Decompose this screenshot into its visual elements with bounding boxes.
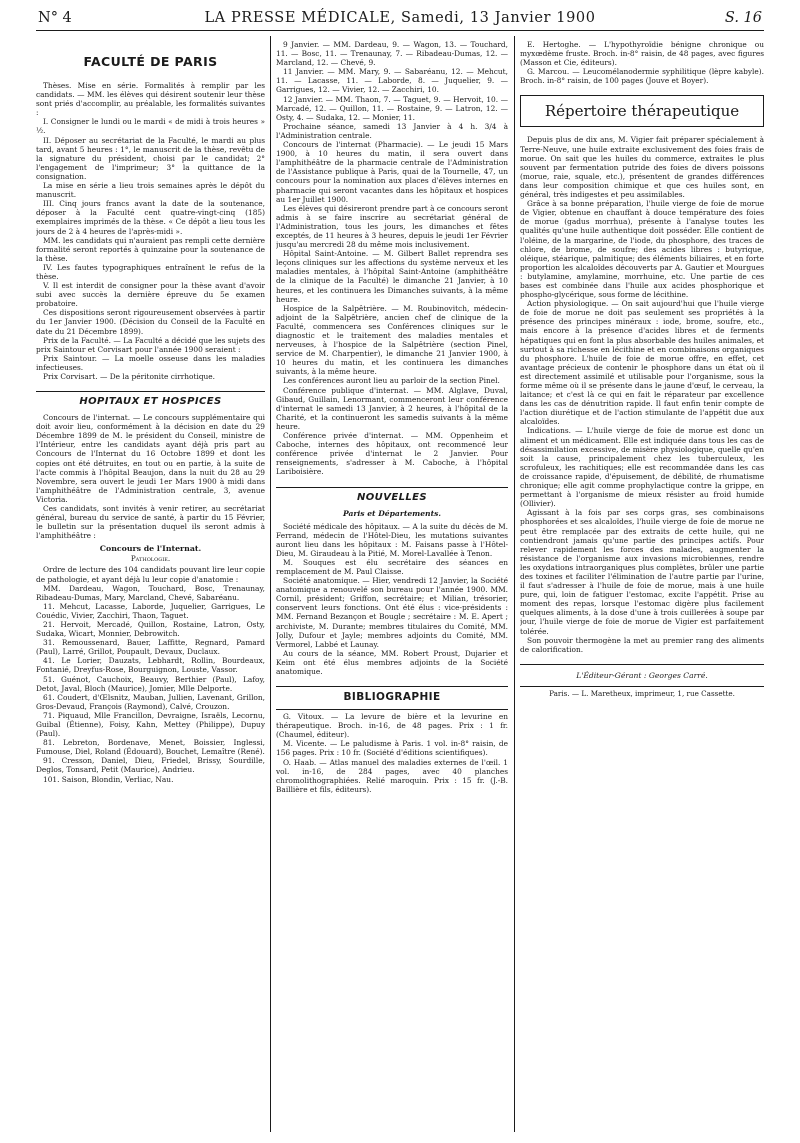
paragraph: 9 Janvier. — MM. Dardeau, 9. — Wagon, 13. — Touchard, 11. — Bosc, 11. — Trenaunay, 7. — Ribadeau-Dumas, 12. — Marcland, 12. — Chevé, 9.: [276, 40, 508, 68]
column-1: [36, 40, 265, 1132]
paragraph: Hospice de la Salpêtrière. — M. Roubinovitch, médecin-adjoint de la Salpêtrière, ancien chef de clinique de la Faculté, commencera ses Conférences cliniques sur le diagnostic et le traitement des maladies mentales et nerveuses, à l'hospice de la Salpêtrière (section Pinel, service de M. Charpentier), le dimanche 21 Janvier 1900, à 10 heures du matin, et les continuera les dimanches suivants, à la même heure.: [276, 303, 508, 377]
section-divider: [276, 686, 508, 687]
section-divider: [520, 686, 764, 687]
paragraph: Concours de l'internat (Pharmacie). — Le jeudi 15 Mars 1900, à 10 heures du matin, il sera ouvert dans l'amphithéâtre de la pharmacie centrale de l'Administration de l'Assistance publique à Paris, quai de la Tournelle, 47, un concours pour la nomination aux places d'élèves internes en pharmacie qui seront vacantes dans les hôpitaux et hospices au 1er Juillet 1900.: [276, 140, 508, 204]
paragraph: Prochaine séance, samedi 13 Janvier à 4 h. 3/4 à l'Administration centrale.: [276, 121, 508, 140]
paragraph: Les conférences auront lieu au parloir de la section Pinel.: [283, 376, 500, 386]
paragraph: Ordre de lecture des 104 candidats pouvant lire leur copie de pathologie, et ayant déjà lu leur copie d'anatomie :: [36, 565, 265, 584]
paragraph: III. Cinq jours francs avant la date de la soutenance, déposer à la Faculté cent quatre-vingt-cinq (185) exemplaires imprimés de la thèse. « Ce dépôt a lieu tous les jours de 2 à 4 heures de l'après-midi ».: [36, 199, 265, 236]
list-item: 31. Remoussenard, Bauer, Laffitte, Regnard, Pamard (Paul), Larré, Grillot, Poupault, Devaux, Duclaux.: [36, 638, 265, 657]
paragraph: Son pouvoir thermogène la met au premier rang des aliments de calorification.: [520, 635, 764, 654]
bibliography-entry: M. Vicente. — Le paludisme à Paris. 1 vol. in-8° raisin, de 156 pages. Prix : 10 fr. (Société d'éditions scientifiques).: [276, 739, 508, 758]
list-item: 51. Guénot, Cauchoix, Beauvy, Berthier (Paul), Lafoy, Detot, Javal, Bloch (Maurice), Jomier, Mlle Delporte.: [36, 674, 265, 693]
section-subtitle: Paris et Départements.: [342, 508, 441, 518]
list-item: 61. Coudert, d'Œlsnitz, Mauban, Jullien, Lavenant, Grillon, Gros-Devaud, François (Raymond), Calvé, Crouzon.: [36, 692, 265, 711]
bibliography-entry: G. Marcou. — Leucomélanodermie syphilitique (lèpre kabyle). Broch. in-8° raisin, de 100 pages (Jouve et Boyer).: [520, 67, 764, 86]
paragraph: Indications. — L'huile vierge de foie de morue est donc un aliment et un médicament. Elle est indiquée dans tous les cas de désassimilation excessive, de misère physiologique, quelle qu'en soit la cause, principalement chez les tuberculeux, les scrofuleux, les rachitiques; elle est recommandée dans les cas de croissance rapide, d'épuisement, de débilité, de rhumatisme chronique; elle agit comme prophylactique contre la grippe, en permettant à l'organisme de mieux résister au froid humide (Ollivier).: [520, 426, 764, 509]
section-title-repertoire: Répertoire thérapeutique: [520, 95, 764, 127]
editor-signature: L'Éditeur-Gérant : Georges Carré.: [576, 670, 708, 680]
paragraph: II. Déposer au secrétariat de la Faculté, le mardi au plus tard, avant 5 heures : 1°, le manuscrit de la thèse, revêtu de la signature du président, choisi par le candidat; 2° l'engagement de l'imprimeur; 3° la quittance de la consignation.: [36, 135, 265, 181]
paragraph: Concours de l'internat. — Le concours supplémentaire qui doit avoir lieu, conformément à la décision en date du 29 Décembre 1899 de M. le président du Conseil, ministre de l'Intérieur, entre les candidats ayant déjà pris part au Concours de l'Internat du 16 Octobre 1899 et dont les copies ont été détruites, en tout ou en partie, à la suite de l'acte commis à l'hôpital Beaujon, dans la nuit du 28 au 29 Novembre, sera ouvert le jeudi 1er Mars 1900 à midi dans l'amphithéâtre de l'Administration centrale, 3, avenue Victoria.: [36, 413, 265, 504]
printer-imprint: Paris. — L. Maretheux, imprimeur, 1, rue Cassette.: [549, 688, 735, 698]
paragraph: Société médicale des hôpitaux. — A la suite du décès de M. Ferrand, médecin de l'Hôtel-Dieu, les mutations suivantes auront lieu dans les hôpitaux : M. Faisans passe à l'Hôtel-Dieu, M. Giraudeau à la Pitié, M. Morel-Lavallée à Tenon.: [276, 521, 508, 558]
bibliography-entry: G. Vitoux. — La levure de bière et la levurine en thérapeutique. Broch. in-16, de 48 pages. Prix : 1 fr. (Chaumel, éditeur).: [276, 712, 508, 740]
paragraph: 11 Janvier. — MM. Mary, 9. — Sabaréanu, 12. — Mehcut, 11. — Lacasse, 11. — Laborde, 8. — Juquelier, 9. — Garrigues, 12. — Vivier, 12. — Zacchiri, 10.: [276, 67, 508, 95]
section-title-bibliographie: BIBLIOGRAPHIE: [343, 691, 441, 704]
list-item: 71. Piquaud, Mlle Francillon, Devraigne, Israëls, Lecornu, Guibal (Étienne), Foisy, Kahn, Mettey (Philippe), Dupuy (Paul).: [36, 710, 265, 739]
list-item: 81. Lebreton, Bordenave, Menet, Boissier, Inglessi, Fumouse, Diel, Roland (Édouard), Bouchet, Lemaître (René).: [36, 738, 265, 757]
paragraph: Ces dispositions seront rigoureusement observées à partir du 1er Janvier 1900. (Décision du Conseil de la Faculté en date du 21 Décembre 1899).: [36, 308, 265, 336]
page-header: [36, 8, 764, 31]
list-item: 11. Mehcut, Lacasse, Laborde, Juquelier, Garrigues, Le Couédic, Vivier, Zacchiri, Thaon, Taguet.: [36, 601, 265, 620]
section-divider: [276, 709, 508, 710]
paragraph: M. Souques est élu secrétaire des séances en remplacement de M. Paul Claisse.: [276, 557, 508, 576]
paragraph: Grâce à sa bonne préparation, l'huile vierge de foie de morue de Vigier, obtenue en chauffant à douce température des foies de morue (gadus morrhua), présente à l'analyse toutes les qualités qu'une huile authentique doit posséder. Elle contient de l'oléine, de la margarine, de l'iode, du phosphore, des traces de chlore, de brome, de soufre; des acides libres : butyrique, oléique, stéarique, palmitique; des éléments biliaires, et en forte proportion les alcaloïdes découverts par A. Gautier et Mourgues : butylamine, amylamine, morrhuine, etc. Une partie de ces bases est combinée dans l'huile aux acides phosphorique et phospho-glycérique, sous forme de lécithine.: [520, 199, 764, 300]
section-title-hopitaux: HOPITAUX ET HOSPICES: [79, 396, 222, 408]
column-2: [276, 40, 508, 1132]
list-item: 21. Hervoit, Mercadé, Quillon, Rostaine, Latron, Osty, Sudaka, Wicart, Monnier, Debrowitch.: [36, 619, 265, 639]
paragraph: Ces candidats, sont invités à venir retirer, au secrétariat général, bureau du service de santé, à partir du 15 Février, le bulletin sur la présentation duquel ils seront admis à l'amphithéâtre :: [36, 504, 265, 541]
paragraph: Thèses. Mise en série. Formalités à remplir par les candidats. — MM. les élèves qui désirent soutenir leur thèse sont priés d'accomplir, au préalable, les formalités suivantes :: [36, 81, 265, 118]
paragraph: MM. les candidats qui n'auraient pas rempli cette dernière formalité seront reportés à quinzaine pour la soutenance de la thèse.: [36, 235, 265, 263]
column-rule-2: [514, 36, 515, 1132]
concours-title: Concours de l'Internat.: [99, 544, 202, 554]
paragraph: Les élèves qui désireront prendre part à ce concours seront admis à se faire inscrire au secrétariat général de l'Administration, tous les jours, les dimanches et fêtes exceptés, de 11 heures à 3 heures, depuis le jeudi 1er Février jusqu'au mercredi 28 du même mois inclusivement.: [276, 203, 508, 250]
bibliography-entry: E. Hertoghe. — L'hypothyroïdie bénigne chronique ou myxœdème fruste. Broch. in-8° raisin, de 48 pages, avec figures (Masson et Cie, éditeurs).: [520, 40, 764, 68]
paragraph: Agissant à la fois par ses corps gras, ses combinaisons phosphorées et ses alcaloïdes, l'huile vierge de foie de morue ne peut être remplacée par des extraits de cette huile, qui ne contiendront jamais qu'une partie des principes actifs. Pour relever rapidement les forces des malades, augmenter la résistance de l'organisme aux invasions microbiennes, rendre les oxydations intraorganiques plus complètes, brûler une partie des toxines et faciliter l'élimination de l'autre partie par l'urine, il faut s'adresser à l'huile de foie de morue, mais à une huile pure, qui, loin de fatiguer l'estomac, excite l'appétit. Prise au moment des repas, lorsque l'estomac digère plus facilement quelques aliments, à la dose d'une à trois cuillerées à soupe par jour, l'huile vierge de foie de morue de Vigier est parfaitement tolérée.: [520, 508, 764, 636]
issue-number: N° 4: [38, 10, 72, 26]
paragraph: Conférence publique d'internat. — MM. Alglave, Duval, Gibaud, Guillain, Lenormant, commenceront leur conférence d'internat le samedi 13 Janvier, à 2 heures, à l'hôpital de la Charité, et la continueront les samedis suivants à la même heure.: [276, 385, 508, 431]
paragraph: Action physiologique. — On sait aujourd'hui que l'huile vierge de foie de morue ne doit pas seulement ses propriétés à la présence des principes minéraux : iode, brome, soufre, etc., mais encore à la présence d'acides libres et de ferments hépatiques qui en font la plus absorbable des huiles animales, et surtout à sa richesse en lécithine et en combinaisons organiques du phosphore. L'huile de foie de morue offre, en effet, cet avantage précieux de contenir le phosphore dans un état où il est directement assimilé et utilisable pour l'organisme, sous la forme même où il se présente dans le jaune d'œuf, le cerveau, la laitance; et c'est là ce qui en fait le réparateur par excellence dans les cas de dénutrition rapide. Il faut enfin tenir compte de l'action diurétique et de l'action stimulante de l'appétit due aux alcaloïdes.: [520, 299, 764, 427]
paragraph: IV. Les fautes typographiques entraînent le refus de la thèse.: [36, 262, 265, 281]
list-item: 91. Cresson, Daniel, Dieu, Friedel, Brissy, Sourdille, Deglos, Tonsard, Petit (Maurice), Andrieu.: [36, 756, 265, 775]
section-title-nouvelles: NOUVELLES: [357, 491, 427, 503]
paragraph: I. Consigner le lundi ou le mardi « de midi à trois heures » ½.: [36, 117, 265, 136]
section-divider: [36, 391, 265, 392]
paragraph: Société anatomique. — Hier, vendredi 12 Janvier, la Société anatomique a renouvelé son bureau pour l'année 1900. MM. Cornil, président; Griffon, secrétaire; et Milian, trésorier, conservent leurs fonctions. Ont été élus : vice-présidents : MM. Fernand Bezançon et Bougle ; secrétaire : M. E. Apert ; archiviste, M. Durante; membres titulaires du Comité, MM. Jolly, Dufour et Jayle; membres adjoints du Comité, MM. Vermorel, Labbé et Launay.: [276, 576, 508, 649]
column-rule-1: [270, 36, 271, 1132]
paragraph: La mise en série a lieu trois semaines après le dépôt du manuscrit.: [36, 181, 265, 200]
section-divider: [520, 664, 764, 665]
paragraph: Conférence privée d'internat. — MM. Oppenheim et Caboche, internes des hôpitaux, ont recommencé leur conférence privée d'internat le 2 Janvier. Pour renseignements, s'adresser à M. Caboche, à l'hôpital Lariboisière.: [276, 431, 508, 477]
sheet-number: S. 16: [724, 10, 762, 26]
list-item: 101. Saison, Blondin, Verliac, Nau.: [43, 774, 174, 784]
concours-subtitle: Pathologie.: [130, 554, 171, 564]
journal-title: LA PRESSE MÉDICALE, Samedi, 13 Janvier 1900: [204, 10, 596, 26]
list-item: MM. Dardeau, Wagon, Touchard, Bosc, Trenaunay, Ribadeau-Dumas, Mary, Marcland, Chevé, Sabaréanu.: [36, 583, 265, 602]
list-item: 41. Le Lorier, Dauzats, Lebhardt, Rollin, Bourdeaux, Fontanié, Dreyfus-Rose, Bourguignon, Louste, Vassor.: [36, 656, 265, 675]
paragraph: Depuis plus de dix ans, M. Vigier fait préparer spécialement à Terre-Neuve, une huile extraite exclusivement des foies frais de morue. On sait que les huiles du commerce, extraites le plus souvent par fermentation putride des foies de divers poissons (morue, raie, squale, etc.), présentent de grandes différences dans leur composition chimique et que ces huiles sont, en général, très indigestes et peu assimilables.: [520, 135, 764, 200]
paragraph: Prix de la Faculté. — La Faculté a décidé que les sujets des prix Saintour et Corvisart pour l'année 1900 seraient :: [36, 335, 265, 354]
section-divider: [276, 487, 508, 488]
section-title-faculte: FACULTÉ DE PARIS: [83, 54, 218, 69]
paragraph: V. Il est interdit de consigner pour la thèse avant d'avoir subi avec succès la dernière épreuve du 5e examen probatoire.: [36, 281, 265, 309]
paragraph: 12 Janvier. — MM. Thaon, 7. — Taguet, 9. — Hervoit, 10. — Marcadé, 12. — Quillon, 11. — Rostaine, 9. — Latron, 12. — Osty, 4. — Sudaka, 12. — Monier, 11.: [276, 94, 508, 122]
paragraph: Hôpital Saint-Antoine. — M. Gilbert Ballet reprendra ses leçons cliniques sur les affections du système nerveux et les maladies mentales, à l'hôpital Saint-Antoine (amphithéâtre de la clinique de la Faculté) le dimanche 21 Janvier, à 10 heures, et les continuera les Dimanches suivants, à la même heure.: [276, 249, 508, 304]
paragraph: Prix Saintour. — La moelle osseuse dans les maladies infectieuses.: [36, 353, 265, 372]
paragraph: Au cours de la séance, MM. Robert Proust, Dujarier et Keim ont été élus membres adjoints de la Société anatomique.: [276, 648, 508, 676]
paragraph: Prix Corvisart. — De la péritonite cirrhotique.: [43, 372, 216, 381]
column-3: [520, 40, 764, 1132]
bibliography-entry: O. Haab. — Atlas manuel des maladies externes de l'œil. 1 vol. in-16, de 284 pages, avec 40 planches chromolithographiées. Relié maroquin. Prix : 15 fr. (J.-B. Baillière et fils, éditeurs).: [276, 757, 508, 794]
